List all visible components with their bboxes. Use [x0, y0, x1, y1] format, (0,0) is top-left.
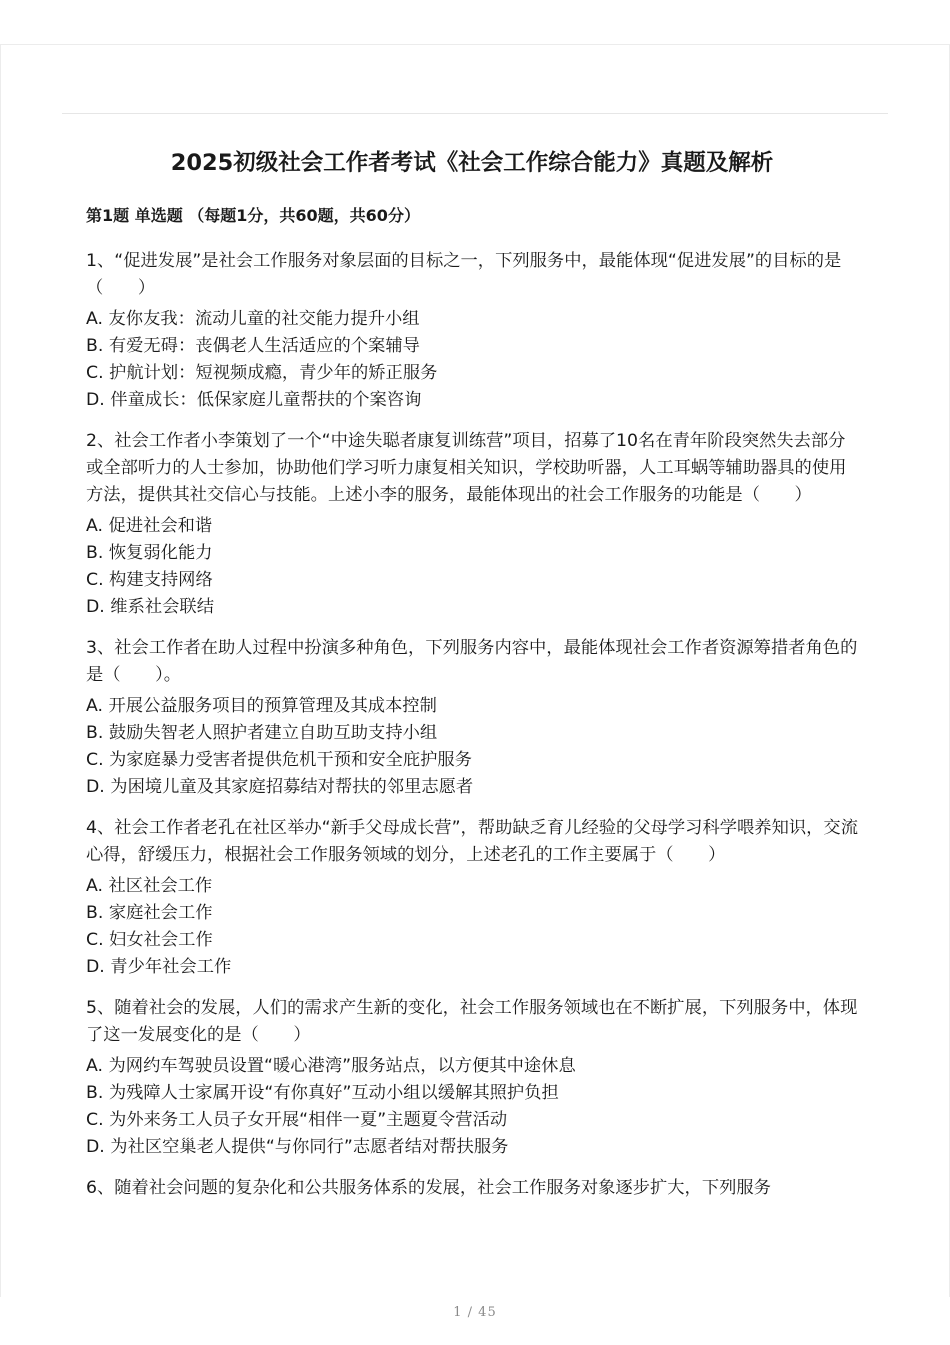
option-c: C. 构建支持网络 — [86, 570, 213, 590]
option-d: D. 青少年社会工作 — [86, 957, 232, 977]
option-d: D. 为困境儿童及其家庭招募结对帮扶的邻里志愿者 — [86, 777, 474, 797]
question-6 — [86, 1175, 858, 1202]
question-5 — [86, 995, 858, 1161]
option-a: A. 开展公益服务项目的预算管理及其成本控制 — [86, 696, 437, 716]
option-a: A. 友你友我：流动儿童的社交能力提升小组 — [86, 309, 420, 329]
option-c: C. 妇女社会工作 — [86, 930, 213, 950]
option-c: C. 为家庭暴力受害者提供危机干预和安全庇护服务 — [86, 750, 472, 770]
option-d: D. 为社区空巢老人提供“与你同行”志愿者结对帮扶服务 — [86, 1137, 509, 1157]
option-b: B. 家庭社会工作 — [86, 903, 213, 923]
option-c: C. 为外来务工人员子女开展“相伴一夏”主题夏令营活动 — [86, 1110, 508, 1130]
option-a: A. 为网约车驾驶员设置“暖心港湾”服务站点，以方便其中途休息 — [86, 1056, 576, 1076]
option-a: A. 社区社会工作 — [86, 876, 213, 896]
question-4 — [86, 815, 858, 981]
document-title: 2025初级社会工作者考试《社会工作综合能力》真题及解析 — [170, 150, 774, 176]
section-heading: 第1题 单选题 （每题1分，共60题，共60分） — [86, 206, 420, 225]
option-c: C. 护航计划：短视频成瘾，青少年的矫正服务 — [86, 363, 438, 383]
option-a: A. 促进社会和谐 — [86, 516, 213, 536]
question-text: 5、随着社会的发展，人们的需求产生新的变化，社会工作服务领域也在不断扩展，下列服务中，体现了这一发展变化的是（ ） — [86, 998, 858, 1045]
question-text: 4、社会工作者老孔在社区举办“新手父母成长营”，帮助缺乏育儿经验的父母学习科学喂养知识，交流心得，舒缓压力，根据社会工作服务领域的划分，上述老孔的工作主要属于（ ） — [86, 818, 858, 865]
page-indicator: 1 / 45 — [453, 1305, 497, 1320]
question-2 — [86, 428, 858, 621]
header-divider — [62, 113, 888, 114]
option-b: B. 为残障人士家属开设“有你真好”互动小组以缓解其照护负担 — [86, 1083, 559, 1103]
question-text: 3、社会工作者在助人过程中扮演多种角色，下列服务内容中，最能体现社会工作者资源筹措者角色的是（ ）。 — [86, 638, 858, 685]
question-text: 2、社会工作者小李策划了一个“中途失聪者康复训练营”项目，招募了10名在青年阶段突然失去部分或全部听力的人士参加，协助他们学习听力康复相关知识，学校助听器，人工耳蜗等辅助器具的使用方法，提供其社交信心与技能。上述小李的服务，最能体现出的社会工作服务的功能是（ ） — [86, 431, 847, 505]
question-text: 1、“促进发展”是社会工作服务对象层面的目标之一，下列服务中，最能体现“促进发展”的目标的是（ ） — [86, 251, 842, 298]
question-3 — [86, 635, 858, 801]
option-b: B. 鼓励失智老人照护者建立自助互助支持小组 — [86, 723, 438, 743]
question-1 — [86, 248, 858, 414]
option-b: B. 有爱无碍：丧偶老人生活适应的个案辅导 — [86, 336, 420, 356]
question-text: 6、随着社会问题的复杂化和公共服务体系的发展，社会工作服务对象逐步扩大，下列服务 — [86, 1178, 771, 1198]
option-b: B. 恢复弱化能力 — [86, 543, 213, 563]
option-d: D. 维系社会联结 — [86, 597, 214, 617]
option-d: D. 伴童成长：低保家庭儿童帮扶的个案咨询 — [86, 390, 422, 410]
page-content — [86, 146, 858, 1216]
